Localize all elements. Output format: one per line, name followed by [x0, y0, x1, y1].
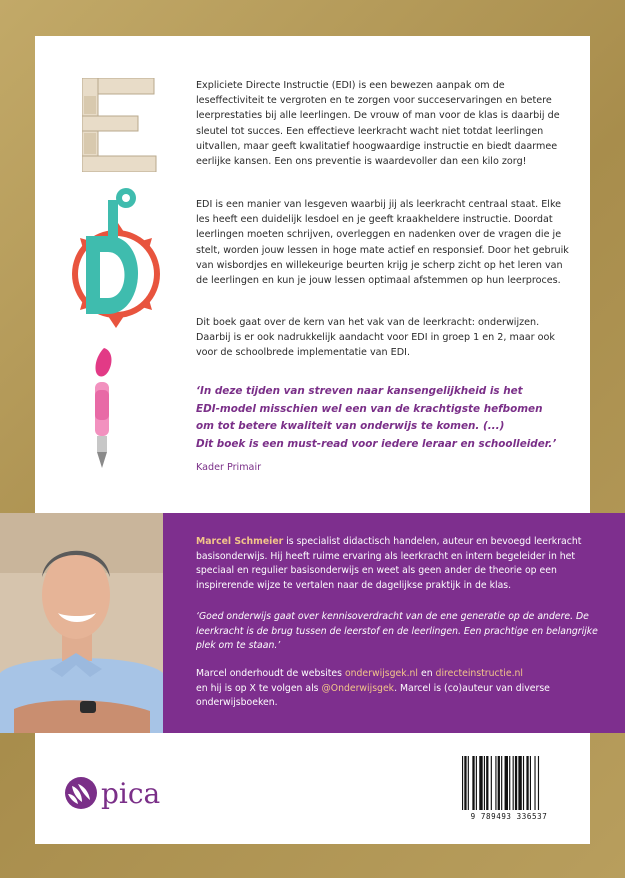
quote-line: Dit boek is een must-read voor iedere leraar en schoolleider.’	[196, 437, 557, 450]
pica-logo-icon	[64, 776, 98, 810]
author-websites	[196, 667, 616, 711]
author-bio-box	[163, 513, 625, 733]
intro-paragraph: Expliciete Directe Instructie (EDI) is een bewezen aanpak om de leseffectiviteit te vergroten en te zorgen voor succeservaringen en betere leerprestaties bij alle leerlingen. De vrouw of man voor de klas is daarbij de sleutel tot succes. Een effectieve leerkracht wacht niet totdat leerlingen uitvallen, maar geeft kwalitatief hoogwaardige instructie en biedt daarmee eerlijke kansen. Een ons preventie is waardevoller dan een kilo zorg!	[196, 80, 560, 168]
scope-paragraph: Dit boek gaat over de kern van het vak van de leerkracht: onderwijzen. Daarbij is er ook nadrukkelijk aandacht voor EDI in groep 1 en 2, maar ook voor de schoolbrede implementatie van EDI.	[196, 317, 555, 359]
website-link-directeinstructie[interactable]: directeinstructie.nl	[435, 668, 524, 679]
barcode-bar	[476, 756, 477, 810]
social-prefix: en hij is op X te volgen als	[196, 682, 322, 694]
barcode-bar	[534, 756, 535, 810]
barcode-bar	[505, 756, 508, 810]
websites-prefix: Marcel onderhoudt de websites	[196, 668, 345, 679]
barcode-bar	[509, 756, 510, 810]
barcode-bar	[479, 756, 482, 810]
quote-line: EDI-model misschien wel een van de krachtigste hefbomen	[196, 402, 543, 415]
barcode-bar	[491, 756, 492, 810]
barcode-bar	[472, 756, 474, 810]
author-name: Marcel Schmeier	[196, 536, 284, 547]
review-quote	[196, 383, 586, 453]
author-quote: ‘Goed onderwijs gaat over kennisoverdracht van de ene generatie op de andere. De leerkracht is de brug tussen de leerstof en de leerlingen. Een prachtige en belangrijke plek om te staan.’	[196, 611, 598, 652]
barcode-bar	[468, 756, 469, 810]
isbn-barcode	[458, 754, 560, 824]
barcode-bars	[458, 754, 560, 812]
author-bio	[196, 535, 616, 593]
barcode-bar	[464, 756, 466, 810]
quote-source: Kader Primair	[196, 462, 262, 473]
publisher-logo-text: pica	[101, 777, 161, 810]
barcode-bar	[495, 756, 496, 810]
method-paragraph: EDI is een manier van lesgeven waarbij jij als leerkracht centraal staat. Elke les heeft een duidelijk lesdoel en je geeft kraakheldere instructie. Doordat leerlingen moeten schrijven, overleggen en nadenken over de vragen die je stelt, worden jouw lessen in hoge mate actief en responsief. Door het gebruik van wisbordjes en willekeurige beurten krijg je scherp zicht op het leren van de leerlingen en kun je jouw lessen optimaal afstemmen op hun leerproces.	[196, 199, 569, 287]
barcode-bar	[498, 756, 500, 810]
website-link-onderwijsgek[interactable]: onderwijsgek.nl	[344, 668, 419, 679]
websites-and: en	[418, 668, 436, 679]
barcode-bar	[513, 756, 514, 810]
barcode-bar	[486, 756, 488, 810]
letter-d-illustration	[68, 186, 164, 336]
barcode-bar	[484, 756, 485, 810]
barcode-bar	[523, 756, 524, 810]
letter-i-pen-illustration	[86, 346, 116, 472]
quote-line: ‘In deze tijden van streven naar kansengelijkheid is het	[196, 385, 523, 397]
barcode-bar	[462, 756, 463, 810]
author-portrait	[0, 513, 163, 733]
author-bio-text: is specialist didactisch handelen, auteur en bevoegd leerkracht basisonderwijs. Hij heeft ruime ervaring als leerkracht en intern begeleider in het speciaal en regulier basisonderwijs en weet als geen ander de theorie op een inspirerende wijze te vertalen naar de dagelijkse praktijk in de klas.	[196, 536, 582, 591]
barcode-bar	[501, 756, 502, 810]
barcode-bar	[526, 756, 528, 810]
author-photo	[0, 513, 163, 733]
barcode-bar	[538, 756, 539, 810]
barcode-bar	[515, 756, 517, 810]
social-handle-link[interactable]: @Onderwijsgek	[321, 682, 395, 694]
social-suffix: . Marcel is (co)auteur van diverse onderwijsboeken.	[196, 682, 550, 709]
isbn-number: 9 789493 336537	[470, 812, 548, 821]
barcode-bar	[530, 756, 531, 810]
letter-e-illustration	[82, 78, 160, 172]
quote-line: om tot betere kwaliteit van onderwijs te komen. (...)	[196, 420, 505, 432]
author-section	[0, 513, 625, 733]
barcode-bar	[518, 756, 521, 810]
